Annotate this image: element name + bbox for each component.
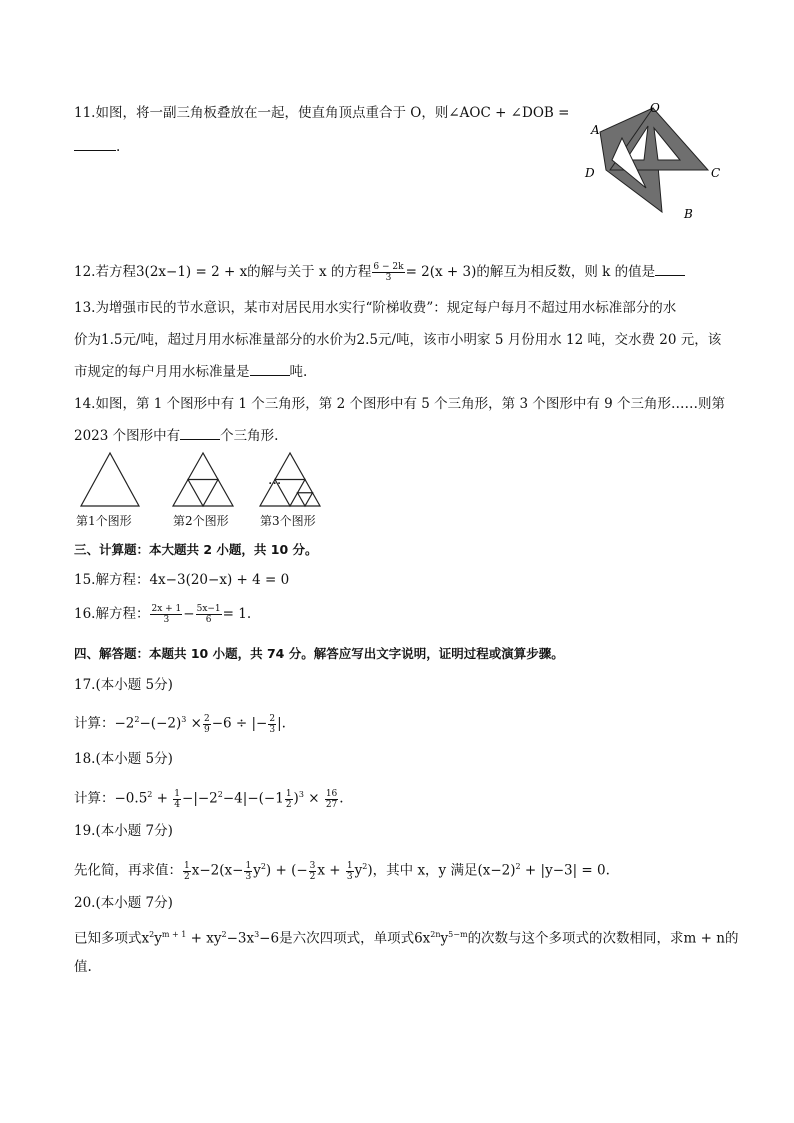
section-4-heading: 四、解答题：本题共 10 小题，共 74 分。解答应写出文字说明，证明过程或演算步骤。 bbox=[74, 646, 564, 661]
q14-line1: 14.如图，第 1 个图形中有 1 个三角形，第 2 个图形中有 5 个三角形，第 3 个图形中有 9 个三角形……则第 bbox=[74, 396, 725, 412]
q12-line: 12.若方程3(2x−1) = 2 + x的解与关于 x 的方程 $\frac{6 - 2k}{3}$ = 2(x + 3)的解互为相反数，则 k 的值是 bbox=[74, 261, 685, 283]
label-B: B bbox=[684, 207, 693, 221]
triangle-boards-figure bbox=[580, 98, 730, 223]
label-A: A bbox=[591, 123, 600, 137]
q13-line3: 市规定的每户月用水标准量是 吨. bbox=[74, 361, 307, 382]
q20-line2: 值. bbox=[74, 959, 92, 975]
q16: 16.解方程： $\frac{2x + 1}{3}$ − $\frac{5x-1}{6}$ = 1. bbox=[74, 604, 252, 625]
q11-line1: 11.如图，将一副三角板叠放在一起，使直角顶点重合于 O，则∠AOC + ∠DOB = bbox=[74, 105, 570, 121]
answer-blank[interactable] bbox=[74, 136, 116, 151]
q17-expr: 计算：$-2^2-(-2)^3$ × $\frac{2}{9}$ −6 ÷ |− $\frac{2}{3}$ |. bbox=[74, 713, 286, 735]
label-D: D bbox=[585, 166, 595, 180]
fraction: $\frac{6 - 2k}{3}$ bbox=[373, 262, 404, 283]
answer-blank[interactable] bbox=[250, 361, 290, 376]
q20-head: 20.(本小题 7分) bbox=[74, 895, 173, 911]
q11-line2: . bbox=[74, 136, 120, 157]
triangle-pattern-figure bbox=[78, 450, 368, 510]
q19-head: 19.(本小题 7分) bbox=[74, 823, 173, 839]
label-O: O bbox=[650, 101, 660, 115]
caption-1: 第1个图形 bbox=[76, 514, 132, 528]
q20-line1: 已知多项式$x^2y^{m + 1} + xy^2-3x^3-6$是六次四项式，单项式$6x^{2n}y^{5-m}$的次数与这个多项式的次数相同，求m + n的 bbox=[74, 930, 739, 947]
label-C: C bbox=[711, 166, 721, 180]
q19-expr: 先化简，再求值： $\frac{1}{2}$ x−2(x− $\frac{1}{3}$ $y^2$) + (− $\frac{3}{2}$ x + $\frac{1}{3}$ $y^2$)，其中 x，y 满足$(x-2)^2 + |y-3| = 0$. bbox=[74, 860, 610, 882]
q18-head: 18.(本小题 5分) bbox=[74, 751, 173, 767]
q13-line1: 13.为增强市民的节水意识，某市对居民用水实行“阶梯收费”：规定每户每月不超过用水标准部分的水 bbox=[74, 300, 677, 316]
q17-head: 17.(本小题 5分) bbox=[74, 677, 173, 693]
q14-line2: 2023 个图形中有 个三角形. bbox=[74, 425, 278, 446]
caption-3: 第3个图形 bbox=[260, 514, 316, 528]
q15: 15.解方程：4x−3(20−x) + 4 = 0 bbox=[74, 572, 290, 588]
answer-blank[interactable] bbox=[180, 425, 220, 440]
q18-expr: 计算：$-0.5^2$ + $\frac{1}{4}$ $-|-2^2-4|-(-1$ $\frac{1}{2}$ )$^3$ × $\frac{16}{27}$ . bbox=[74, 788, 344, 810]
caption-2: 第2个图形 bbox=[173, 514, 229, 528]
q13-line2: 价为1.5元/吨，超过月用水标准量部分的水价为2.5元/吨，该市小明家 5 月份用水 12 吨，交水费 20 元，该 bbox=[74, 332, 722, 348]
answer-blank[interactable] bbox=[655, 261, 685, 276]
section-3-heading: 三、计算题：本大题共 2 小题，共 10 分。 bbox=[74, 542, 318, 557]
ellipsis: ··· bbox=[268, 476, 282, 492]
